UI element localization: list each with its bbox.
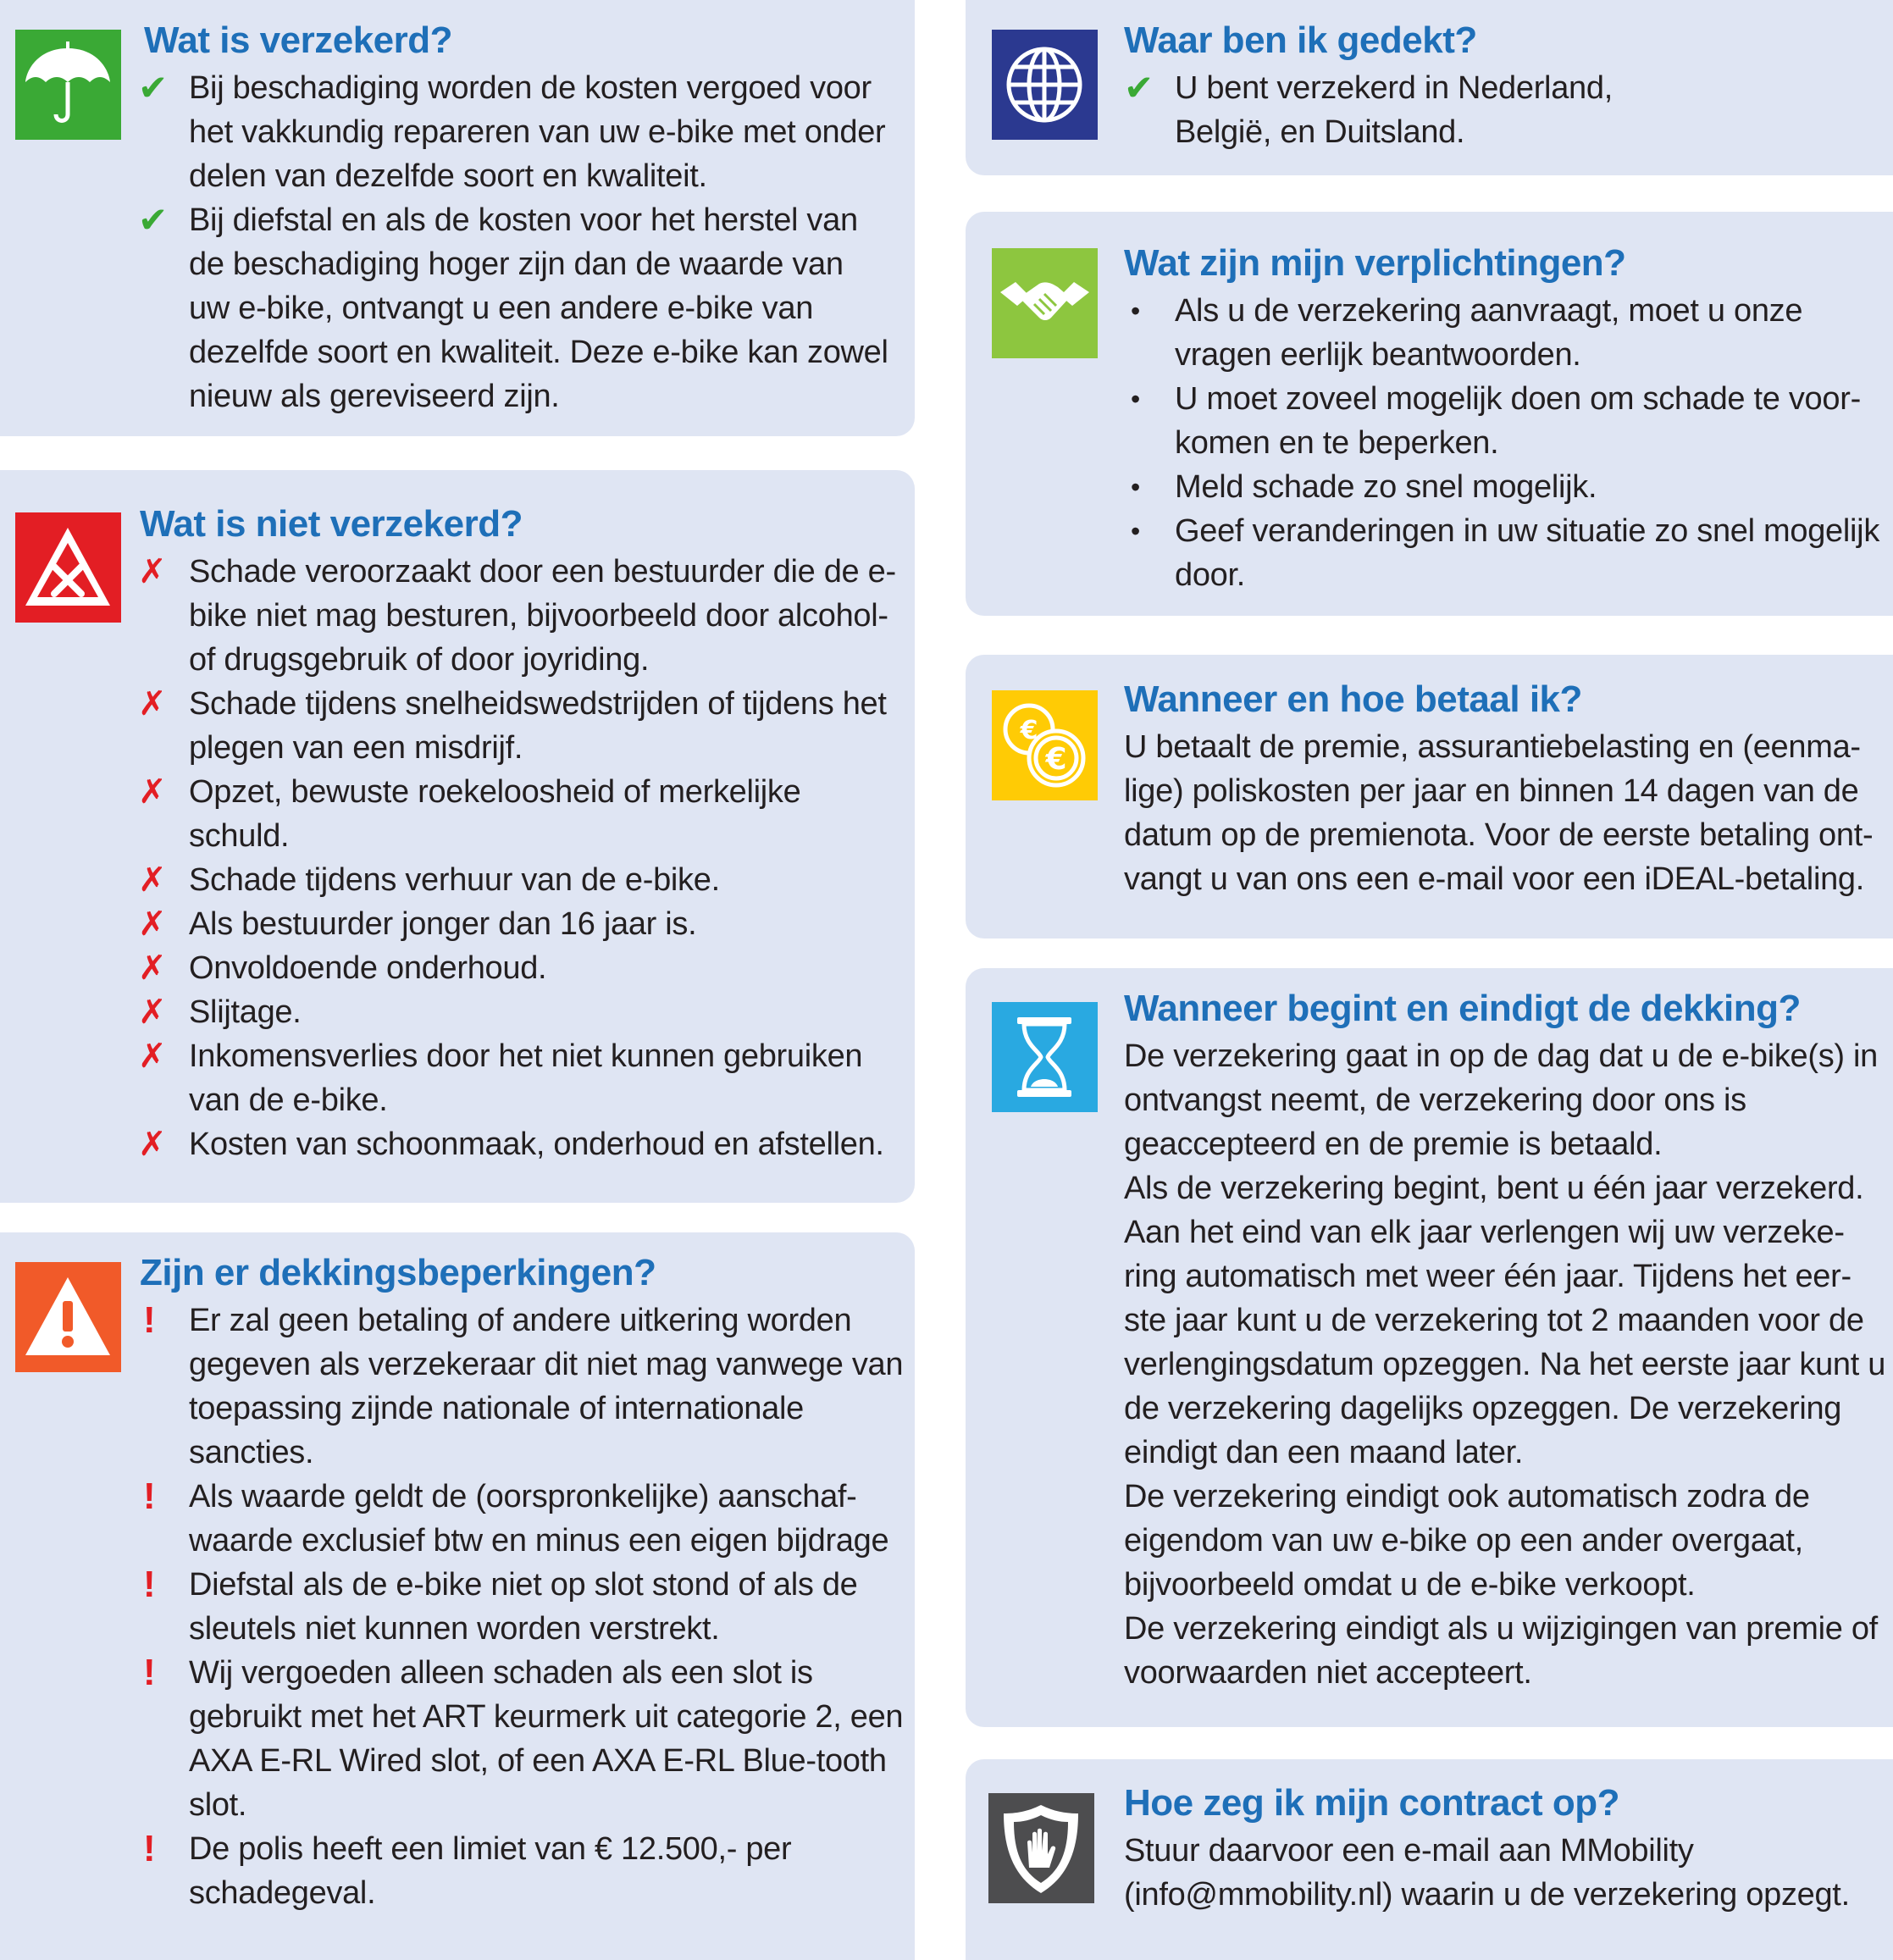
cancel-section [966,1759,1893,1960]
cross-icon: ✗ [138,1038,167,1075]
warning-x-icon [15,512,121,623]
cancel-text: Stuur daarvoor een e-mail aan MMobility (info@mmobility.nl) waarin u de verzekering opzegt. [1124,1833,1850,1913]
bullet-icon: • [1131,516,1140,546]
cross-icon: ✗ [138,685,167,723]
obligations-list [1124,289,1886,597]
svg-text:€: € [1045,742,1067,777]
cross-icon: ✗ [138,861,167,899]
limitations-list [138,1298,905,1915]
cross-icon: ✗ [138,994,167,1031]
cross-icon: ✗ [138,950,167,987]
duration-body [1124,1034,1890,1695]
exclamation-icon: ! [143,1476,156,1517]
list-item: ✗ Slijtage. [138,990,900,1034]
duration-paragraph: De verzekering eindigt als u wijzigingen van premie of voorwaarden niet accepteert. [1124,1611,1878,1691]
list-item: ! Als waarde geldt de (oorspronkelijke) aanschaf-waarde exclusief btw en minus een eigen bijdrage [138,1475,905,1563]
list-item: • Geef veranderingen in uw situatie zo snel mogelijk door. [1124,509,1886,597]
list-item: ✗ Kosten van schoonmaak, onderhoud en afstellen. [138,1122,900,1166]
obligations-section [966,212,1893,616]
cross-icon: ✗ [138,905,167,943]
list-item: • U moet zoveel mogelijk doen om schade te voor-komen en te beperken. [1124,377,1886,465]
bullet-icon: • [1131,472,1140,502]
list-item: ! Er zal geen betaling of andere uitkering worden gegeven als verzekeraar dit niet mag vanwege van toepassing zijnde nationale of internationale sancties. [138,1298,905,1475]
limitations-title: Zijn er dekkingsbeperkingen? [140,1252,656,1293]
duration-paragraph: De verzekering eindigt ook automatisch zodra de eigendom van uw e-bike op een ander overgaat, bijvoorbeeld omdat u de e-bike verkoopt. [1124,1479,1810,1603]
shield-hand-icon [988,1793,1094,1903]
coverage-area-section [966,0,1893,175]
insured-section [0,0,915,436]
list-item: ✗ Schade veroorzaakt door een bestuurder die de e-bike niet mag besturen, bijvoorbeeld door alcohol- of drugsgebruik of door joyriding. [138,550,900,682]
hourglass-icon [992,1002,1098,1112]
globe-icon [992,30,1098,140]
umbrella-icon [15,30,121,140]
list-item: • Meld schade zo snel mogelijk. [1124,465,1886,509]
duration-paragraph: De verzekering gaat in op de dag dat u de e-bike(s) in ontvangst neemt, de verzekering door ons is geaccepteerd en de premie is betaald. [1124,1038,1879,1162]
not-insured-title: Wat is niet verzekerd? [140,503,523,545]
coverage-area-list [1124,66,1717,154]
cross-icon: ✗ [138,773,167,811]
list-item: ! De polis heeft een limiet van € 12.500,- per schadegeval. [138,1827,905,1915]
insured-list [138,66,892,418]
list-item: • Als u de verzekering aanvraagt, moet u onze vragen eerlijk beantwoorden. [1124,289,1886,377]
exclamation-icon: ! [143,1564,156,1605]
duration-paragraph: Als de verzekering begint, bent u één jaar verzekerd. Aan het eind van elk jaar verlengen wij uw verzeke-ring automatisch met weer één jaar. Tijdens het eer-ste jaar kunt u de verzekering tot 2 maanden voor de verlengingsdatum opzeggen. Na het eerste jaar kunt u de verzekering dagelijks opzeggen. De verzekering eindigt dan een maand later. [1124,1171,1886,1470]
list-item: ✔ Bij beschadiging worden de kosten vergoed voor het vakkundig repareren van uw e-bike met onder delen van dezelfde soort en kwaliteit. [138,68,886,194]
payment-text: U betaalt de premie, assurantiebelasting en (eenma-lige) poliskosten per jaar en binnen 14 dagen van de datum op de premienota. Voor de eerste betaling ont-vangt u van ons een e-mail voor een iDEAL-betaling. [1124,729,1874,897]
list-item: ✗ Als bestuurder jonger dan 16 jaar is. [138,902,900,946]
exclamation-icon: ! [143,1299,156,1341]
payment-title: Wanneer en hoe betaal ik? [1124,678,1582,720]
list-item: ✗ Schade tijdens verhuur van de e-bike. [138,858,900,902]
cross-icon: ✗ [138,553,167,590]
list-item: ! Diefstal als de e-bike niet op slot stond of als de sleutels niet kunnen worden verstrekt. [138,1563,905,1651]
exclamation-icon: ! [143,1828,156,1869]
payment-section [966,655,1893,938]
duration-title: Wanneer begint en eindigt de dekking? [1124,988,1801,1029]
list-item: ✗ Opzet, bewuste roekeloosheid of merkelijke schuld. [138,770,900,858]
cancel-title: Hoe zeg ik mijn contract op? [1124,1782,1619,1824]
check-icon: ✔ [138,200,168,240]
list-item: ✔ U bent verzekerd in Nederland, België, en Duitsland. [1124,68,1613,150]
list-item: ! Wij vergoeden alleen schaden als een slot is gebruikt met het ART keurmerk uit categorie 2, een AXA E-RL Wired slot, of een AXA E-RL Blue-tooth slot. [138,1651,905,1827]
duration-section [966,968,1893,1727]
coverage-area-title: Waar ben ik gedekt? [1124,19,1477,61]
list-item: ✗ Onvoldoende onderhoud. [138,946,900,990]
obligations-title: Wat zijn mijn verplichtingen? [1124,242,1626,284]
list-item: ✗ Inkomensverlies door het niet kunnen gebruiken van de e-bike. [138,1034,900,1122]
cross-icon: ✗ [138,1126,167,1163]
insured-title: Wat is verzekerd? [144,19,453,61]
exclamation-icon: ! [143,1652,156,1693]
not-insured-list [138,550,900,1166]
list-item: ✗ Schade tijdens snelheidswedstrijden of tijdens het plegen van een misdrijf. [138,682,900,770]
bullet-icon: • [1131,296,1140,326]
svg-text:€: € [1020,716,1038,745]
check-icon: ✔ [138,68,168,108]
limitations-section [0,1232,915,1960]
exclamation-triangle-icon [15,1262,121,1372]
bullet-icon: • [1131,384,1140,414]
handshake-icon [992,248,1098,358]
euro-coins-icon [992,690,1098,800]
check-icon: ✔ [1124,68,1154,108]
not-insured-section [0,470,915,1203]
list-item: ✔ Bij diefstal en als de kosten voor het herstel van de beschadiging hoger zijn dan de waarde van uw e-bike, ontvangt u een andere e-bike van dezelfde soort en kwaliteit. Deze e-bike kan zowel nieuw als gereviseerd zijn. [138,200,888,414]
